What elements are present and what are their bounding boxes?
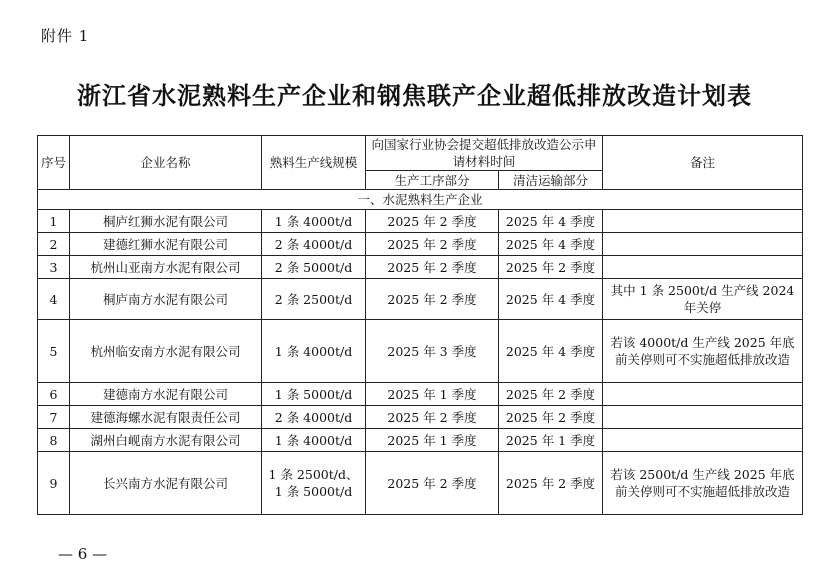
row-production: 2025 年 2 季度 <box>366 406 499 429</box>
row-scale: 1 条 4000t/d <box>262 210 366 233</box>
row-no: 2 <box>38 233 70 256</box>
row-scale: 1 条 2500t/d、1 条 5000t/d <box>262 452 366 515</box>
header-remarks: 备注 <box>603 136 803 190</box>
section-title: 一、水泥熟料生产企业 <box>38 190 803 210</box>
table-row <box>38 406 803 429</box>
row-company: 桐庐南方水泥有限公司 <box>70 279 262 320</box>
row-no: 4 <box>38 279 70 320</box>
row-transport: 2025 年 2 季度 <box>499 452 603 515</box>
row-transport: 2025 年 1 季度 <box>499 429 603 452</box>
row-no: 8 <box>38 429 70 452</box>
row-transport: 2025 年 2 季度 <box>499 383 603 406</box>
row-no: 6 <box>38 383 70 406</box>
row-production: 2025 年 3 季度 <box>366 320 499 383</box>
row-remark <box>603 429 803 452</box>
row-transport: 2025 年 4 季度 <box>499 320 603 383</box>
plan-table <box>37 135 803 515</box>
header-seq: 序号 <box>38 136 70 190</box>
table-row <box>38 256 803 279</box>
header-submit-time: 向国家行业协会提交超低排放改造公示申请材料时间 <box>366 136 603 171</box>
row-no: 3 <box>38 256 70 279</box>
header-row <box>38 136 803 171</box>
row-production: 2025 年 2 季度 <box>366 256 499 279</box>
header-company: 企业名称 <box>70 136 262 190</box>
row-no: 1 <box>38 210 70 233</box>
row-company: 建德红狮水泥有限公司 <box>70 233 262 256</box>
row-no: 7 <box>38 406 70 429</box>
row-scale: 2 条 5000t/d <box>262 256 366 279</box>
header-scale: 熟料生产线规模 <box>262 136 366 190</box>
table-row <box>38 452 803 515</box>
table-row <box>38 279 803 320</box>
row-remark <box>603 233 803 256</box>
section-row <box>38 190 803 210</box>
row-production: 2025 年 2 季度 <box>366 210 499 233</box>
table-row <box>38 429 803 452</box>
table-row <box>38 320 803 383</box>
row-transport: 2025 年 4 季度 <box>499 210 603 233</box>
page-title: 浙江省水泥熟料生产企业和钢焦联产企业超低排放改造计划表 <box>77 82 752 110</box>
row-transport: 2025 年 2 季度 <box>499 406 603 429</box>
row-scale: 1 条 5000t/d <box>262 383 366 406</box>
row-transport: 2025 年 2 季度 <box>499 256 603 279</box>
page-number: — 6 — <box>58 545 108 563</box>
row-remark <box>603 406 803 429</box>
row-no: 5 <box>38 320 70 383</box>
row-scale: 2 条 2500t/d <box>262 279 366 320</box>
row-remark <box>603 383 803 406</box>
row-scale: 1 条 4000t/d <box>262 320 366 383</box>
row-transport: 2025 年 4 季度 <box>499 279 603 320</box>
table-row <box>38 233 803 256</box>
row-production: 2025 年 2 季度 <box>366 279 499 320</box>
row-production: 2025 年 1 季度 <box>366 429 499 452</box>
row-production: 2025 年 1 季度 <box>366 383 499 406</box>
row-scale: 1 条 4000t/d <box>262 429 366 452</box>
row-remark: 其中 1 条 2500t/d 生产线 2024 年关停 <box>603 279 803 320</box>
row-transport: 2025 年 4 季度 <box>499 233 603 256</box>
header-transport: 清洁运输部分 <box>499 171 603 190</box>
row-company: 湖州白岘南方水泥有限公司 <box>70 429 262 452</box>
row-scale: 2 条 4000t/d <box>262 406 366 429</box>
row-company: 长兴南方水泥有限公司 <box>70 452 262 515</box>
attachment-label: 附件 1 <box>41 27 90 45</box>
row-scale: 2 条 4000t/d <box>262 233 366 256</box>
row-company: 杭州临安南方水泥有限公司 <box>70 320 262 383</box>
row-no: 9 <box>38 452 70 515</box>
row-company: 杭州山亚南方水泥有限公司 <box>70 256 262 279</box>
row-remark: 若该 2500t/d 生产线 2025 年底前关停则可不实施超低排放改造 <box>603 452 803 515</box>
row-production: 2025 年 2 季度 <box>366 233 499 256</box>
row-remark: 若该 4000t/d 生产线 2025 年底前关停则可不实施超低排放改造 <box>603 320 803 383</box>
table-row <box>38 383 803 406</box>
row-production: 2025 年 2 季度 <box>366 452 499 515</box>
row-remark <box>603 210 803 233</box>
row-company: 桐庐红狮水泥有限公司 <box>70 210 262 233</box>
header-production: 生产工序部分 <box>366 171 499 190</box>
row-company: 建德南方水泥有限公司 <box>70 383 262 406</box>
table-row <box>38 210 803 233</box>
row-remark <box>603 256 803 279</box>
row-company: 建德海螺水泥有限责任公司 <box>70 406 262 429</box>
